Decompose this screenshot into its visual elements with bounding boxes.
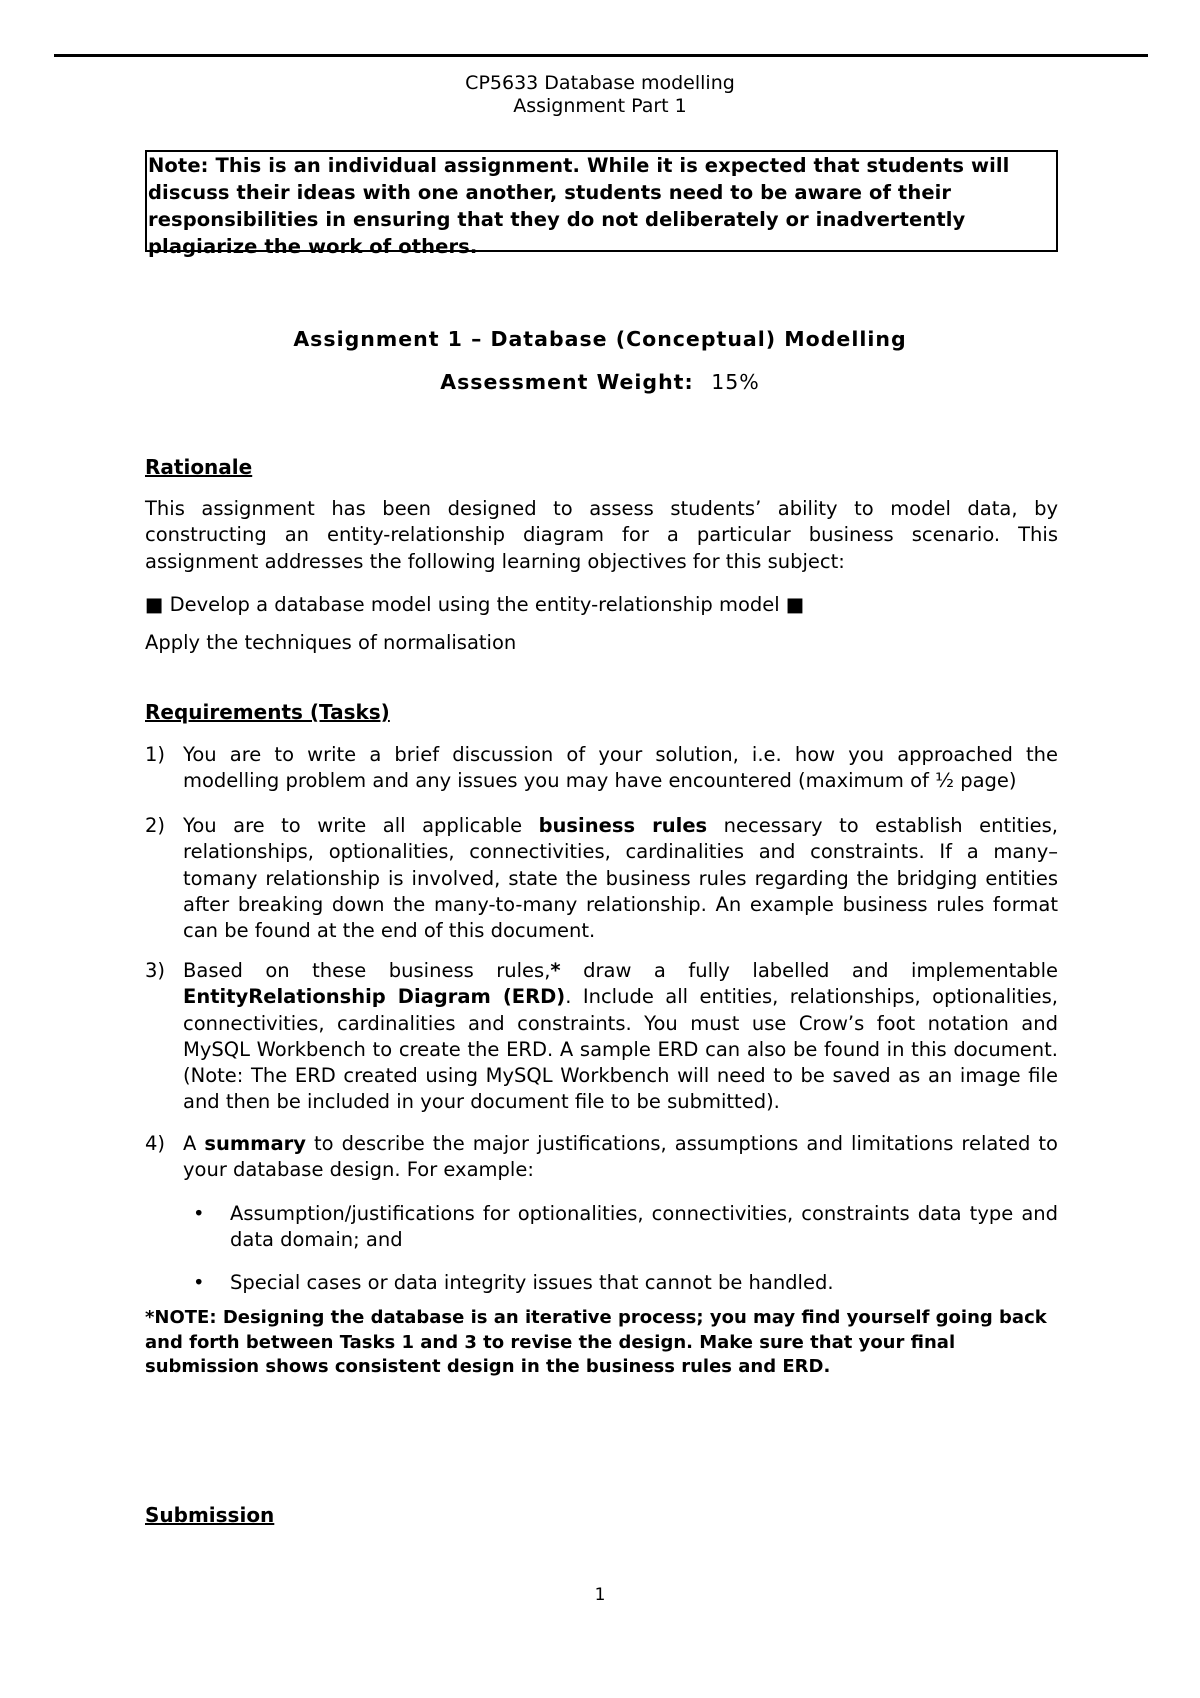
task-1-number: 1) [145,743,166,766]
requirements-heading: Requirements (Tasks) [145,700,390,724]
top-rule [54,54,1148,57]
task-3 [145,958,1058,1116]
task-3-text: Based on these business rules,* draw a fully labelled and implementable EntityRelationship Diagram (ERD). Include all entities, relationships, optionalities, connectivities, cardinalities and constraints. You must use Crow’s foot notation and MySQL Workbench to create the ERD. A sample ERD can also be found in this document. (Note: The ERD created using MySQL Workbench will need to be saved as an image file and then be included in your document file to be submitted). [183,959,1059,1114]
summary-bullet-1-text: Assumption/justifications for optionalities, connectivities, constraints data type and data domain; and [230,1202,1058,1252]
assignment-part: Assignment Part 1 [513,95,687,117]
assignment-title: Assignment 1 – Database (Conceptual) Modelling [293,327,907,351]
task-2-text: You are to write all applicable business rules necessary to establish entities, relationships, optionalities, connectivities, cardinalities and constraints. If a many–tomany relationship is involved, state the business rules regarding the bridging entities after breaking down the many-to-many relationship. An example business rules format can be found at the end of this document. [183,814,1059,943]
learning-objective-1: ■ Develop a database model using the entity-relationship model ■ [145,593,805,616]
bullet-icon: • [193,1271,205,1294]
task-2 [145,813,1058,944]
assessment-weight [0,370,1200,394]
rationale-text: This assignment has been designed to assess students’ ability to model data, by constructing an entity-relationship diagram for a particular business scenario. This assignment addresses the following learning objectives for this subject: [145,497,1058,573]
individual-assignment-note: Note: This is an individual assignment. While it is expected that students will discuss their ideas with one another, students need to be aware of their responsibilities in ensuring that they do not deliberately or inadvertently plagiarize the work of others. [145,150,1058,252]
business-rules-term: business rules [538,814,708,837]
learning-objective-2: Apply the techniques of normalisation [145,631,517,654]
submission-heading: Submission [145,1503,275,1527]
erd-term: EntityRelationship Diagram (ERD) [183,985,566,1009]
task-4 [145,1131,1058,1184]
assessment-weight-value: 15% [711,370,760,394]
rationale-heading: Rationale [145,455,253,479]
summary-bullet-1 [184,1201,1058,1254]
task-4-text: A summary to describe the major justifications, assumptions and limitations related to your database design. For example: [183,1132,1058,1182]
task-1-text: You are to write a brief discussion of your solution, i.e. how you approached the modelling problem and any issues you may have encountered (maximum of ½ page) [183,743,1058,793]
task-1 [145,742,1058,795]
summary-bullet-2-text: Special cases or data integrity issues that cannot be handled. [230,1271,834,1294]
summary-bullet-2 [184,1270,1058,1296]
task-2-number: 2) [145,814,166,837]
assessment-weight-label: Assessment Weight: [440,370,694,394]
summary-term: summary [204,1132,306,1155]
document-header [0,72,1200,118]
bullet-icon: • [193,1202,205,1225]
task-4-number: 4) [145,1132,166,1155]
course-title: CP5633 Database modelling [465,72,735,94]
page-number: 1 [594,1585,606,1605]
task-3-number: 3) [145,959,166,982]
iterative-design-note: *NOTE: Designing the database is an iterative process; you may find yourself going back and forth between Tasks 1 and 3 to revise the design. Make sure that your final submission shows consistent design in the business rules and ERD. [145,1307,1047,1377]
